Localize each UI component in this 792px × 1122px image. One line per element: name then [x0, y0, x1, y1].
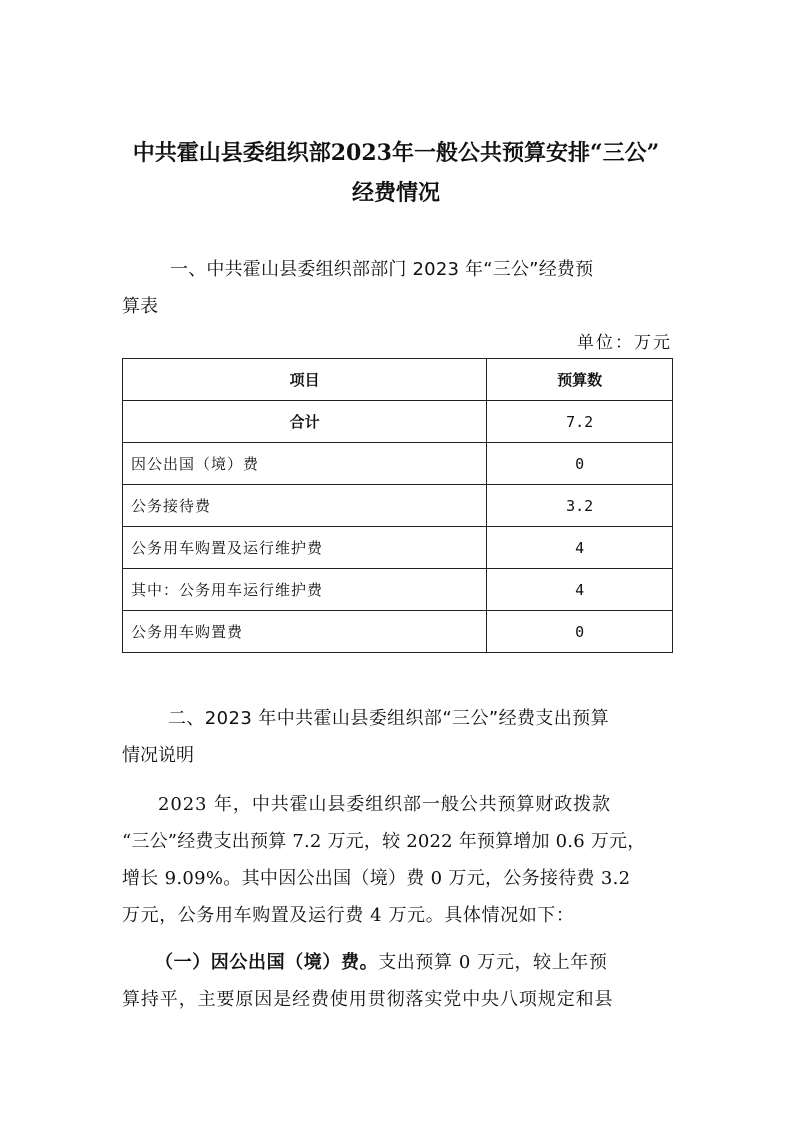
row-budget-value: 0	[487, 611, 673, 653]
row-item-label: 公务用车购置及运行维护费	[123, 527, 487, 569]
document-title-line-2: 经费情况	[351, 180, 440, 206]
paragraph-1-line-4: 万元，公务用车购置及运行费 4 万元。具体情况如下：	[122, 905, 575, 926]
unit-label: 单位：万元	[577, 333, 672, 353]
section-2-heading-line-1: 二、2023 年中共霍山县委组织部“三公”经费支出预算	[168, 708, 609, 729]
document-title-line-1: 中共霍山县委组织部2023年一般公共预算安排“三公”	[132, 140, 660, 166]
section-2-heading-line-2: 情况说明	[122, 745, 194, 766]
table-row	[123, 527, 673, 569]
paragraph-2-line-1-text: 支出预算 0 万元，较上年预	[378, 952, 608, 973]
paragraph-2-line-1	[155, 944, 710, 981]
row-budget-value: 0	[487, 443, 673, 485]
row-item-label: 公务接待费	[123, 485, 487, 527]
row-item-label: 其中：公务用车运行维护费	[123, 569, 487, 611]
section-1-heading-line-1: 一、中共霍山县委组织部部门 2023 年“三公”经费预	[170, 259, 594, 280]
paragraph-2-line-2: 算持平，主要原因是经费使用贯彻落实党中央八项规定和县	[122, 989, 614, 1010]
table-header-row	[123, 359, 673, 401]
row-budget-value: 3.2	[487, 485, 673, 527]
table-row-total	[123, 401, 673, 443]
paragraph-1-line-2: “三公”经费支出预算 7.2 万元，较 2022 年预算增加 0.6 万元，	[122, 831, 646, 852]
three-public-budget-table	[122, 358, 673, 653]
table-row	[123, 569, 673, 611]
section-1-heading-line-2: 算表	[122, 296, 158, 317]
row-budget-value: 4	[487, 527, 673, 569]
column-header-budget: 预算数	[487, 359, 673, 401]
table-row	[123, 611, 673, 653]
row-item-label: 公务用车购置费	[123, 611, 487, 653]
paragraph-1-line-1: 2023 年，中共霍山县委组织部一般公共预算财政拨款	[158, 794, 611, 815]
table-row	[123, 443, 673, 485]
paragraph-1-line-3: 增长 9.09%。其中因公出国（境）费 0 万元，公务接待费 3.2	[122, 868, 631, 889]
table-row	[123, 485, 673, 527]
column-header-item: 项目	[123, 359, 487, 401]
row-item-label: 因公出国（境）费	[123, 443, 487, 485]
row-budget-value: 7.2	[487, 401, 673, 443]
row-item-label: 合计	[123, 401, 487, 443]
row-budget-value: 4	[487, 569, 673, 611]
paragraph-2-lead-heading: （一）因公出国（境）费。	[155, 952, 379, 973]
